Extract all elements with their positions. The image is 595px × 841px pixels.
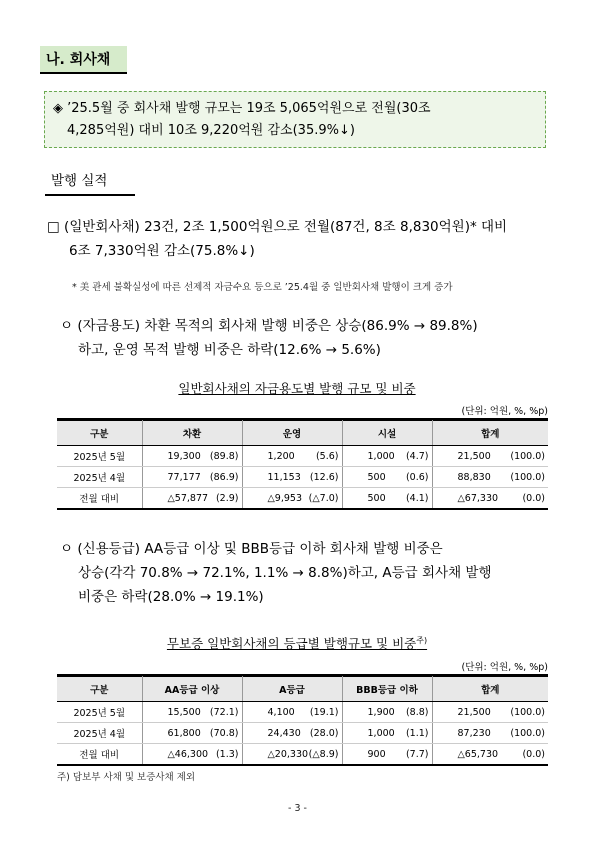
row-label: 2025년 4월	[57, 467, 142, 488]
bullet-general-bonds-line-2: 6조 7,330억원 감소(75.8%↓)	[69, 243, 255, 259]
row-label: 2025년 5월	[57, 446, 142, 467]
cell-value: 61,800	[167, 727, 201, 739]
cell-share: (70.8)	[209, 727, 239, 739]
cell-share: (2.9)	[215, 492, 239, 504]
cell-share: (100.0)	[510, 471, 545, 483]
bullet-credit-rating-line-3: 비중은 하락(28.0% → 19.1%)	[78, 589, 264, 605]
table1-header: 구분	[57, 421, 142, 446]
cell-value: 19,300	[167, 450, 201, 462]
cell-share: (5.6)	[315, 450, 339, 462]
table1	[57, 418, 548, 510]
cell-share: (89.8)	[209, 450, 239, 462]
table1-header: 합계	[432, 421, 548, 446]
cell-value: 87,230	[457, 727, 491, 739]
table2-title	[60, 634, 534, 652]
table-row	[57, 446, 548, 467]
cell-value: 900	[367, 748, 386, 760]
cell-share: (12.6)	[309, 471, 339, 483]
cell-share: (4.7)	[405, 450, 429, 462]
table1-header: 시설	[342, 421, 432, 446]
table2-header: AA등급 이상	[142, 677, 242, 702]
table-row	[57, 702, 548, 723]
row-label: 2025년 5월	[57, 702, 142, 723]
cell-share: (19.1)	[309, 706, 339, 718]
cell-value: 88,830	[457, 471, 491, 483]
bullet-general-bonds	[47, 215, 557, 263]
table1-title: 일반회사채의 자금용도별 발행 규모 및 비중	[178, 381, 416, 396]
cell-value: 24,430	[267, 727, 301, 739]
cell-value: △46,300	[167, 748, 209, 760]
cell-value: 1,200	[267, 450, 295, 462]
cell-share: (28.0)	[309, 727, 339, 739]
cell-share: (1.1)	[405, 727, 429, 739]
subsection-title: 발행 실적	[45, 170, 135, 196]
bullet-general-bonds-line-1: □ (일반회사채) 23건, 2조 1,500억원으로 전월(87건, 8조 8,830억원)* 대비	[47, 219, 508, 235]
cell-value: 500	[367, 471, 386, 483]
page-number: - 3 -	[288, 803, 307, 814]
table2-title-sup: 주)	[416, 635, 428, 645]
cell-value: 21,500	[457, 706, 491, 718]
cell-value: △65,730	[457, 748, 499, 760]
summary-box	[44, 91, 546, 148]
summary-line-2: 4,285억원) 대비 10조 9,220억원 감소(35.9%↓)	[67, 123, 355, 138]
bullet-general-bonds-footnote: * 美 관세 불확실성에 따른 선제적 자금수요 등으로 ’25.4월 중 일반회사채 발행이 크게 증가	[72, 282, 453, 293]
cell-value: 1,000	[367, 450, 395, 462]
table2-header: 구분	[57, 677, 142, 702]
cell-value: 21,500	[457, 450, 491, 462]
row-label: 전월 대비	[57, 744, 142, 765]
cell-value: 15,500	[167, 706, 201, 718]
cell-share: (100.0)	[510, 450, 545, 462]
bullet-credit-rating-line-2: 상승(각각 70.8% → 72.1%, 1.1% → 8.8%)하고, A등급 회사채 발행	[78, 565, 492, 581]
table-row	[57, 488, 548, 509]
table2	[57, 674, 548, 766]
section-title: 나. 회사채	[40, 46, 127, 74]
cell-share: (8.8)	[405, 706, 429, 718]
bullet-fund-usage	[60, 314, 560, 362]
table-row	[57, 723, 548, 744]
cell-share: (0.0)	[522, 492, 545, 504]
table-row	[57, 744, 548, 765]
table2-title-text: 무보증 일반회사채의 등급별 발행규모 및 비중	[166, 636, 417, 651]
summary-line-1: ◈ ’25.5월 중 회사채 발행 규모는 19조 5,065억원으로 전월(30조	[53, 101, 431, 116]
cell-value: 1,900	[367, 706, 395, 718]
cell-share: (4.1)	[405, 492, 429, 504]
cell-share: (△7.0)	[308, 492, 339, 504]
table1-header: 운영	[242, 421, 342, 446]
cell-share: (100.0)	[510, 727, 545, 739]
cell-share: (0.6)	[405, 471, 429, 483]
table1-header: 차환	[142, 421, 242, 446]
cell-share: (0.0)	[522, 748, 545, 760]
table2-header: BBB등급 이하	[342, 677, 432, 702]
cell-share: (86.9)	[209, 471, 239, 483]
cell-value: △67,330	[457, 492, 499, 504]
table2-footnote: 주) 담보부 사채 및 보증사채 제외	[57, 772, 196, 783]
cell-value: 1,000	[367, 727, 395, 739]
table1-unit: (단위: 억원, %, %p)	[461, 406, 548, 417]
table2-unit: (단위: 억원, %, %p)	[461, 662, 548, 673]
bullet-credit-rating	[60, 537, 560, 609]
cell-value: △57,877	[167, 492, 209, 504]
cell-share: (1.3)	[215, 748, 239, 760]
table-row	[57, 467, 548, 488]
cell-value: 77,177	[167, 471, 201, 483]
cell-value: 4,100	[267, 706, 295, 718]
cell-share: (72.1)	[209, 706, 239, 718]
table2-header: A등급	[242, 677, 342, 702]
bullet-fund-usage-line-1: ㅇ (자금용도) 차환 목적의 회사채 발행 비중은 상승(86.9% → 89.8%)	[60, 318, 478, 334]
cell-share: (△8.9)	[308, 748, 339, 760]
cell-share: (100.0)	[510, 706, 545, 718]
row-label: 2025년 4월	[57, 723, 142, 744]
cell-value: 500	[367, 492, 386, 504]
table2-header: 합계	[432, 677, 548, 702]
cell-value: 11,153	[267, 471, 301, 483]
bullet-fund-usage-line-2: 하고, 운영 목적 발행 비중은 하락(12.6% → 5.6%)	[78, 342, 381, 358]
cell-share: (7.7)	[405, 748, 429, 760]
cell-value: △20,330	[267, 748, 309, 760]
cell-value: △9,953	[267, 492, 303, 504]
bullet-credit-rating-line-1: ㅇ (신용등급) AA등급 이상 및 BBB등급 이하 회사채 발행 비중은	[60, 541, 443, 557]
row-label: 전월 대비	[57, 488, 142, 509]
